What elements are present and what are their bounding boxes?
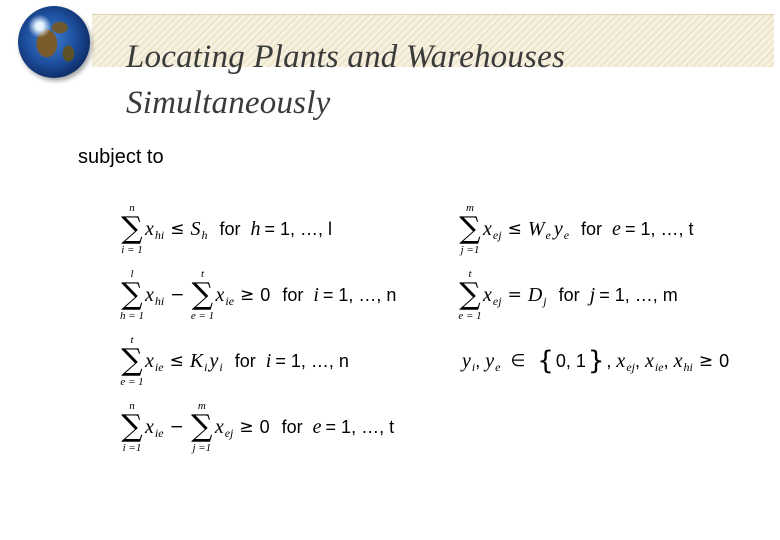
constraint-plant-capacity: [120, 198, 332, 260]
subscript: ie: [154, 359, 164, 374]
subscript: ej: [492, 293, 502, 308]
sum-upper: m: [197, 400, 206, 412]
subtitle: subject to: [78, 146, 164, 168]
summation: [190, 400, 214, 454]
sum-upper: t: [468, 268, 472, 280]
constraint-market-demand: [458, 264, 678, 326]
summation: [120, 268, 144, 322]
subscript: ie: [154, 425, 164, 440]
subscript: h: [201, 227, 208, 242]
for-text: for: [558, 284, 580, 305]
variable: y: [462, 349, 471, 372]
variable: x: [145, 415, 154, 438]
subscript: hi: [683, 359, 693, 374]
subscript: ie: [654, 359, 664, 374]
range-variable: i: [265, 349, 272, 372]
minus-operator: −: [170, 285, 185, 305]
summation: [120, 334, 144, 388]
range: = 1, …, l: [264, 218, 333, 239]
slide-title: [126, 34, 565, 126]
variable: x: [645, 349, 654, 372]
sum-upper: n: [129, 202, 135, 214]
subscript: ie: [225, 293, 235, 308]
binary-set: 0, 1: [555, 350, 586, 371]
subscript: e: [563, 227, 570, 242]
sigma-symbol: ∑: [191, 409, 213, 444]
variable: x: [145, 349, 154, 372]
rhs: S: [190, 217, 201, 240]
variable: x: [673, 349, 683, 372]
sum-upper: m: [466, 202, 474, 214]
subscript: ej: [492, 227, 502, 242]
variable: x: [616, 349, 626, 372]
range-variable: j: [589, 283, 596, 306]
range-variable: h: [250, 217, 261, 240]
sum-upper: n: [129, 400, 135, 412]
sigma-symbol: ∑: [459, 211, 481, 246]
subscript: e: [495, 359, 501, 374]
range: = 1, …, n: [275, 350, 349, 371]
range-variable: e: [312, 415, 322, 438]
constraint-plant-open: [120, 330, 349, 392]
rhs: D: [527, 283, 543, 306]
operator: ≤: [507, 219, 522, 239]
summation: [458, 202, 482, 256]
sum-lower: e = 1: [190, 310, 215, 322]
subscript: i: [471, 359, 476, 374]
rhs: y: [209, 349, 219, 372]
globe-icon: [18, 6, 90, 78]
sum-lower: i =1: [122, 442, 142, 454]
subscript: hi: [154, 293, 165, 308]
title-line-2: Simultaneously: [126, 85, 331, 121]
summation: [120, 202, 144, 256]
subscript: ej: [626, 359, 635, 374]
left-brace: {: [537, 346, 554, 376]
for-text: for: [234, 350, 256, 371]
sigma-symbol: ∑: [121, 343, 143, 378]
for-text: for: [281, 416, 303, 437]
operator: ≥: [240, 285, 255, 305]
minus-operator: −: [169, 417, 184, 437]
range-variable: e: [612, 217, 621, 240]
rhs: W: [527, 217, 545, 240]
sum-lower: e = 1: [458, 310, 482, 322]
sum-lower: j =1: [192, 442, 212, 454]
range: = 1, …, t: [624, 218, 694, 239]
operator: ≥: [698, 351, 714, 371]
subscript: ej: [224, 425, 234, 440]
rhs: 0: [719, 350, 730, 371]
sigma-symbol: ∑: [191, 277, 214, 312]
sum-upper: t: [130, 334, 134, 346]
subscript: i: [204, 359, 208, 374]
sum-upper: t: [200, 268, 205, 280]
range-variable: i: [313, 283, 319, 306]
summation: [190, 268, 214, 322]
constraint-flow-balance-plant: [120, 264, 396, 326]
for-text: for: [282, 284, 304, 305]
range: = 1, …, n: [322, 284, 397, 305]
sigma-symbol: ∑: [459, 277, 481, 312]
rhs: y: [553, 217, 563, 240]
range: = 1, …, m: [599, 284, 678, 305]
sum-lower: e = 1: [120, 376, 144, 388]
summation: [120, 400, 144, 454]
variable: x: [483, 217, 492, 240]
subscript: hi: [154, 227, 165, 242]
for-text: for: [219, 218, 241, 239]
sigma-symbol: ∑: [121, 277, 143, 312]
rhs: 0: [260, 284, 271, 305]
title-line-1: Locating Plants and Warehouses: [126, 39, 565, 75]
subscript: i: [219, 359, 223, 374]
sigma-symbol: ∑: [121, 211, 143, 246]
right-brace: }: [587, 346, 605, 376]
variable: x: [145, 217, 154, 240]
range: = 1, …, t: [325, 416, 395, 437]
subscript: j: [543, 293, 547, 308]
operator: ≥: [239, 417, 254, 437]
variable: x: [215, 283, 225, 306]
constraint-warehouse-capacity: [458, 198, 693, 260]
sum-lower: h = 1: [120, 310, 144, 322]
sigma-symbol: ∑: [121, 409, 143, 444]
sum-lower: j =1: [460, 244, 480, 256]
sum-lower: i = 1: [121, 244, 143, 256]
operator: ≤: [170, 219, 185, 239]
rhs: K: [189, 349, 204, 372]
subscript: e: [545, 227, 551, 242]
for-text: for: [581, 218, 603, 239]
constraint-variable-domain: y i , y e ∈ { 0, 1 } , x ej , x ie , x hi ≥ 0: [462, 346, 730, 376]
element-of-operator: ∈: [510, 351, 526, 371]
variable: x: [145, 283, 154, 306]
variable: x: [214, 415, 224, 438]
variable: x: [483, 283, 492, 306]
rhs: 0: [259, 416, 270, 437]
operator: ≤: [169, 351, 184, 371]
sum-upper: l: [130, 268, 134, 280]
summation: [458, 268, 482, 322]
variable: y: [485, 349, 495, 372]
operator: =: [507, 285, 522, 305]
constraint-flow-balance-warehouse: [120, 396, 394, 458]
